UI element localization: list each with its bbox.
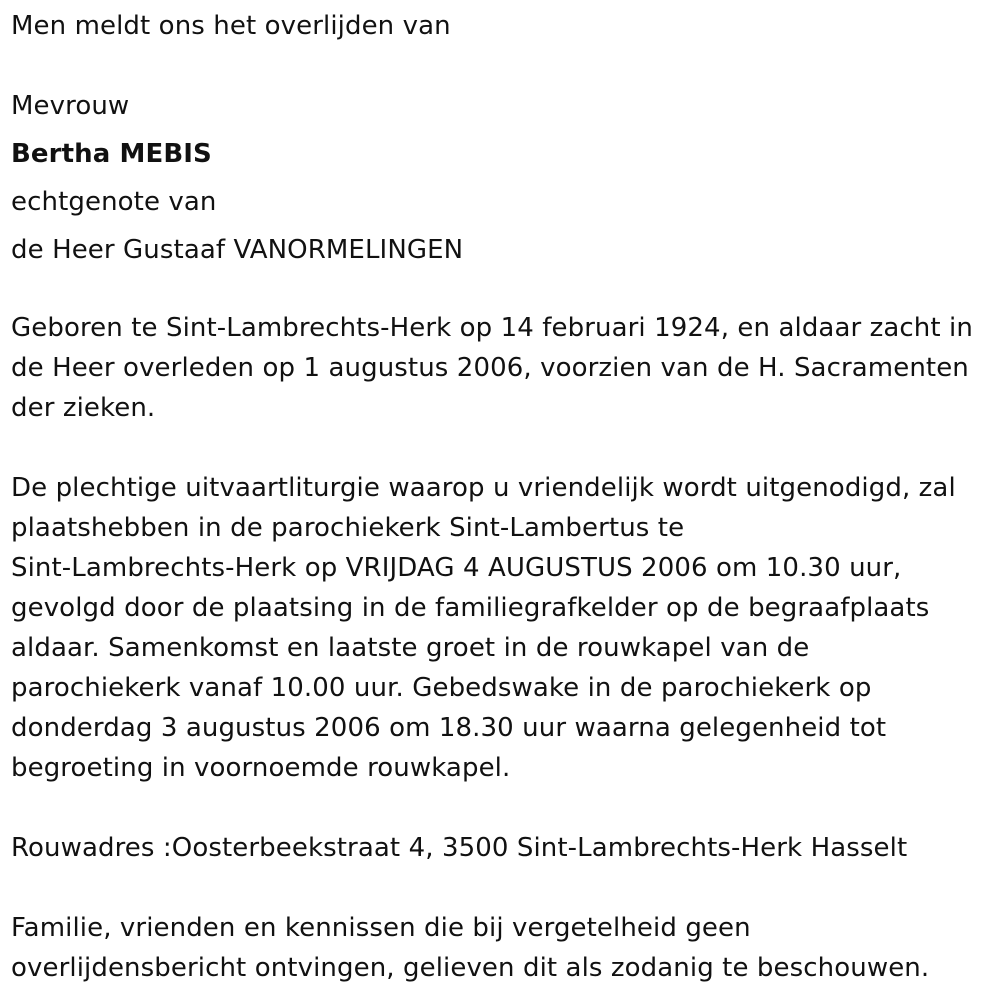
closing-paragraph bbox=[11, 908, 996, 988]
paragraph-line: der zieken. bbox=[11, 393, 156, 423]
intro-text: Men meldt ons het overlijden van bbox=[11, 11, 451, 41]
spacer bbox=[11, 868, 996, 908]
deceased-spouse: de Heer Gustaaf VANORMELINGEN bbox=[11, 235, 464, 265]
paragraph-line: Geboren te Sint-Lambrechts-Herk op 14 februari 1924, en aldaar zacht in bbox=[11, 313, 973, 343]
paragraph-line: plaatshebben in de parochiekerk Sint-Lambertus te bbox=[11, 513, 685, 543]
paragraph-line: overlijdensbericht ontvingen, gelieven dit als zodanig te beschouwen. bbox=[11, 953, 930, 983]
funeral-paragraph bbox=[11, 468, 996, 788]
paragraph-line: Familie, vrienden en kennissen die bij vergetelheid geen bbox=[11, 913, 751, 943]
funeral-address: Rouwadres :Oosterbeekstraat 4, 3500 Sint-Lambrechts-Herk Hasselt bbox=[11, 833, 908, 863]
deceased-title: Mevrouw bbox=[11, 91, 130, 121]
spacer bbox=[11, 274, 996, 308]
deceased-name: Bertha MEBIS bbox=[11, 139, 212, 169]
death-notice bbox=[11, 0, 996, 988]
spacer bbox=[11, 50, 996, 82]
paragraph-line: donderdag 3 augustus 2006 om 18.30 uur waarna gelegenheid tot bbox=[11, 713, 887, 743]
paragraph-line: gevolgd door de plaatsing in de familiegrafkelder op de begraafplaats bbox=[11, 593, 930, 623]
deceased-block bbox=[11, 82, 996, 274]
paragraph-line: begroeting in voornoemde rouwkapel. bbox=[11, 753, 511, 783]
paragraph-line: Sint-Lambrechts-Herk op VRIJDAG 4 AUGUSTUS 2006 om 10.30 uur, bbox=[11, 553, 902, 583]
paragraph-line: aldaar. Samenkomst en laatste groet in de rouwkapel van de bbox=[11, 633, 810, 663]
paragraph-line: de Heer overleden op 1 augustus 2006, voorzien van de H. Sacramenten bbox=[11, 353, 969, 383]
paragraph-line: parochiekerk vanaf 10.00 uur. Gebedswake in de parochiekerk op bbox=[11, 673, 872, 703]
birth-death-paragraph bbox=[11, 308, 996, 428]
spacer bbox=[11, 428, 996, 468]
deceased-relation: echtgenote van bbox=[11, 187, 217, 217]
paragraph-line: De plechtige uitvaartliturgie waarop u vriendelijk wordt uitgenodigd, zal bbox=[11, 473, 956, 503]
spacer bbox=[11, 788, 996, 828]
